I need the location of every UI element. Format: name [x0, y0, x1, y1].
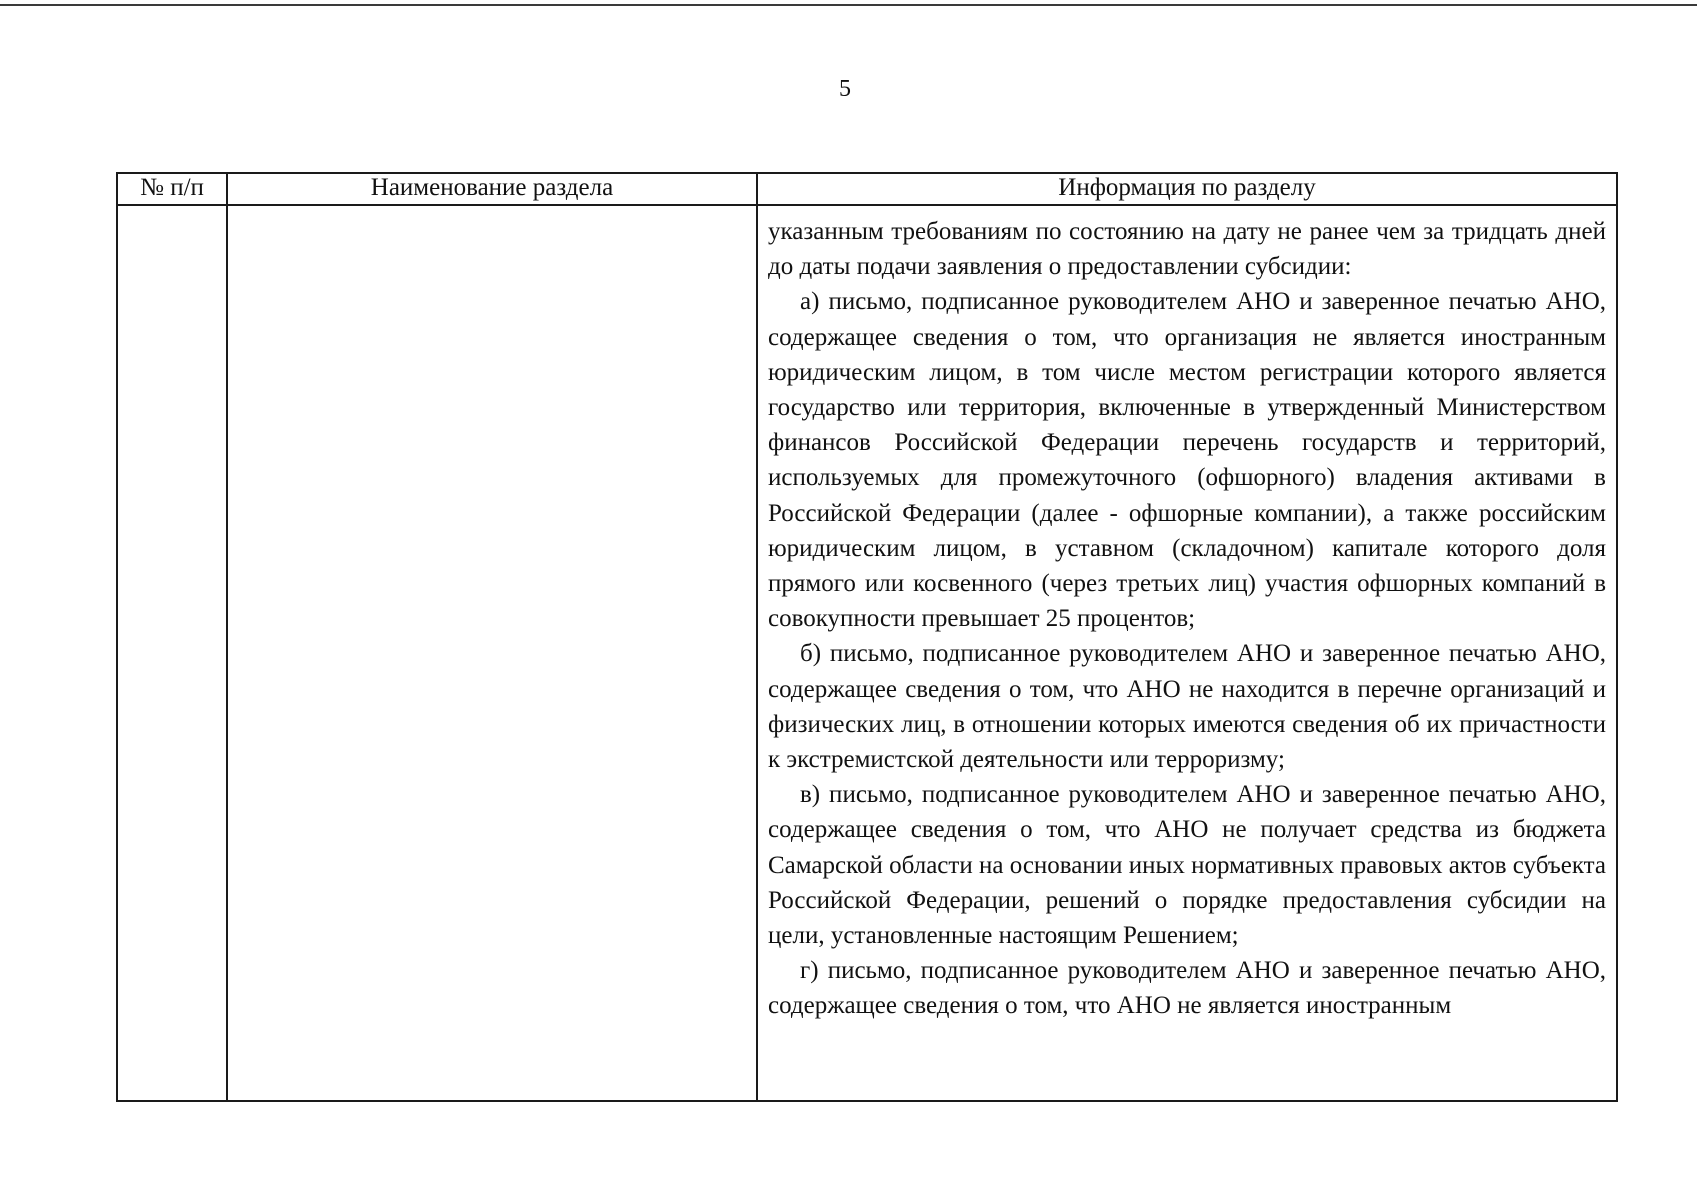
info-paragraph-g: г) письмо, подписанное руководителем АНО и заверенное печатью АНО, содержащее сведения о том, что АНО не является иностранным — [768, 957, 1606, 1020]
table-header-row — [117, 173, 1617, 205]
header-number: № п/п — [117, 173, 227, 205]
page-number: 5 — [839, 76, 851, 102]
page-top-edge — [0, 4, 1697, 6]
document-table — [116, 172, 1618, 1102]
info-paragraph-b: б) письмо, подписанное руководителем АНО и заверенное печатью АНО, содержащее сведения о том, что АНО не находится в перечне организаций и физических лиц, в отношении которых имеются сведения об их причастности к экстремистской деятельности или терроризму; — [768, 640, 1606, 774]
cell-section-info — [757, 205, 1617, 1101]
info-paragraph-v: в) письмо, подписанное руководителем АНО и заверенное печатью АНО, содержащее сведения о том, что АНО не получает средства из бюджета Самарской области на основании иных нормативных правовых актов субъекта Российской Федерации, решений о порядке предоставления субсидии на цели, установленные настоящим Решением; — [768, 781, 1606, 950]
header-section-info: Информация по разделу — [757, 173, 1617, 205]
header-section-name: Наименование раздела — [227, 173, 757, 205]
info-paragraph: указанным требованиям по состоянию на дату не ранее чем за тридцать дней до даты подачи заявления о предоставлении субсидии: — [768, 218, 1606, 281]
info-paragraph-a: а) письмо, подписанное руководителем АНО и заверенное печатью АНО, содержащее сведения о том, что организация не является иностранным юридическим лицом, в том числе местом регистрации которого является государство или территория, включенные в утвержденный Министерством финансов Российской Федерации перечень государств и территорий, используемых для промежуточного (офшорного) владения активами в Российской Федерации (далее - офшорные компании), а также российским юридическим лицом, в уставном (складочном) капитале которого доля прямого или косвенного (через третьих лиц) участия офшорных компаний в совокупности превышает 25 процентов; — [768, 288, 1606, 633]
cell-number — [117, 205, 227, 1101]
table-row — [117, 205, 1617, 1101]
cell-section-name — [227, 205, 757, 1101]
